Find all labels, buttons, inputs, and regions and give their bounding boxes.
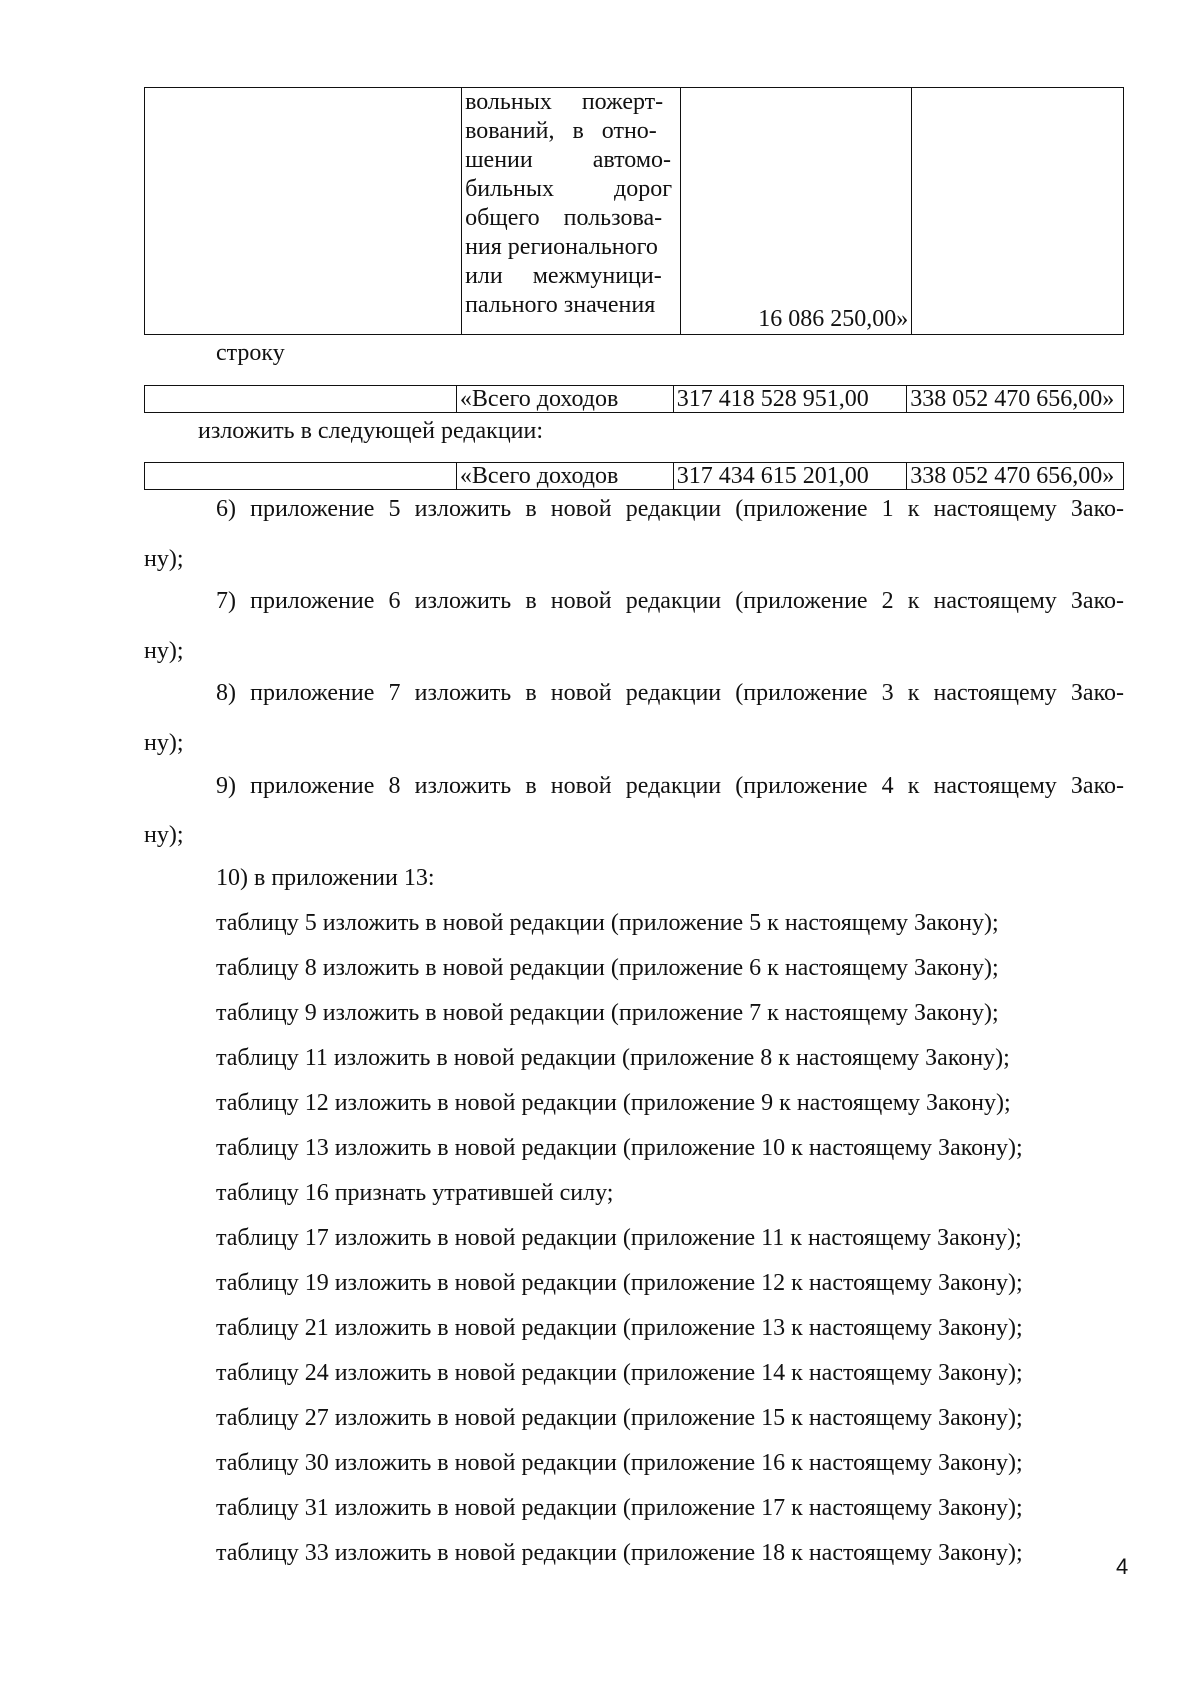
- old-total-row-table: [144, 385, 1124, 413]
- list-item: таблицу 13 изложить в новой редакции (приложение 10 к настоящему Закону);: [216, 1135, 1023, 1161]
- new-total-row-table: [144, 462, 1124, 490]
- list-item: таблицу 16 признать утратившей силу;: [216, 1180, 614, 1206]
- total-label: «Всего доходов: [456, 463, 673, 490]
- list-item: таблицу 17 изложить в новой редакции (приложение 11 к настоящему Закону);: [216, 1225, 1022, 1251]
- list-item: таблицу 5 изложить в новой редакции (приложение 5 к настоящему Закону);: [216, 910, 999, 936]
- paragraph-8-line2: ну);: [144, 730, 184, 756]
- list-item: таблицу 30 изложить в новой редакции (приложение 16 к настоящему Закону);: [216, 1450, 1023, 1476]
- list-item: таблицу 24 изложить в новой редакции (приложение 14 к настоящему Закону);: [216, 1360, 1023, 1386]
- list-item: таблицу 8 изложить в новой редакции (приложение 6 к настоящему Закону);: [216, 955, 999, 981]
- table-cell-empty: [145, 386, 457, 413]
- table-row: [145, 88, 1124, 335]
- label-stroku: строку: [216, 340, 285, 366]
- list-item: таблицу 33 изложить в новой редакции (приложение 18 к настоящему Закону);: [216, 1540, 1023, 1566]
- list-item: таблицу 27 изложить в новой редакции (приложение 15 к настоящему Закону);: [216, 1405, 1023, 1431]
- table-cell-empty: [145, 463, 457, 490]
- paragraph-7-line1: 7) приложение 6 изложить в новой редакции (приложение 2 к настоящему Зако-: [216, 588, 1124, 614]
- list-item: таблицу 21 изложить в новой редакции (приложение 13 к настоящему Закону);: [216, 1315, 1023, 1341]
- paragraph-9-line1: 9) приложение 8 изложить в новой редакции (приложение 4 к настоящему Зако-: [216, 773, 1124, 799]
- continued-table: [144, 87, 1124, 335]
- item-10-heading: 10) в приложении 13:: [216, 865, 435, 891]
- table-cell-empty: [912, 88, 1124, 335]
- paragraph-6-line1: 6) приложение 5 изложить в новой редакции (приложение 1 к настоящему Зако-: [216, 496, 1124, 522]
- total-value-1: 317 418 528 951,00: [673, 386, 907, 413]
- page-number: 4: [1116, 1554, 1129, 1579]
- total-value-2: 338 052 470 656,00»: [907, 386, 1124, 413]
- list-item: таблицу 11 изложить в новой редакции (приложение 8 к настоящему Закону);: [216, 1045, 1010, 1071]
- total-label: «Всего доходов: [456, 386, 673, 413]
- paragraph-6-line2: ну);: [144, 546, 184, 572]
- table-row: [145, 386, 1124, 413]
- list-item: таблицу 12 изложить в новой редакции (приложение 9 к настоящему Закону);: [216, 1090, 1011, 1116]
- list-item: таблицу 9 изложить в новой редакции (приложение 7 к настоящему Закону);: [216, 1000, 999, 1026]
- table-cell-description: вольных пожерт- вований, в отно- шении автомо- бильных дорог общего пользова- ния регионального или межмуници- пального значения: [462, 88, 681, 335]
- table-cell-empty: [145, 88, 462, 335]
- table-cell-value: 16 086 250,00»: [680, 88, 911, 335]
- label-new-edition: изложить в следующей редакции:: [198, 418, 544, 444]
- list-item: таблицу 19 изложить в новой редакции (приложение 12 к настоящему Закону);: [216, 1270, 1023, 1296]
- total-value-1: 317 434 615 201,00: [673, 463, 907, 490]
- paragraph-7-line2: ну);: [144, 638, 184, 664]
- table-row: [145, 463, 1124, 490]
- total-value-2: 338 052 470 656,00»: [907, 463, 1124, 490]
- paragraph-8-line1: 8) приложение 7 изложить в новой редакции (приложение 3 к настоящему Зако-: [216, 680, 1124, 706]
- paragraph-9-line2: ну);: [144, 822, 184, 848]
- list-item: таблицу 31 изложить в новой редакции (приложение 17 к настоящему Закону);: [216, 1495, 1023, 1521]
